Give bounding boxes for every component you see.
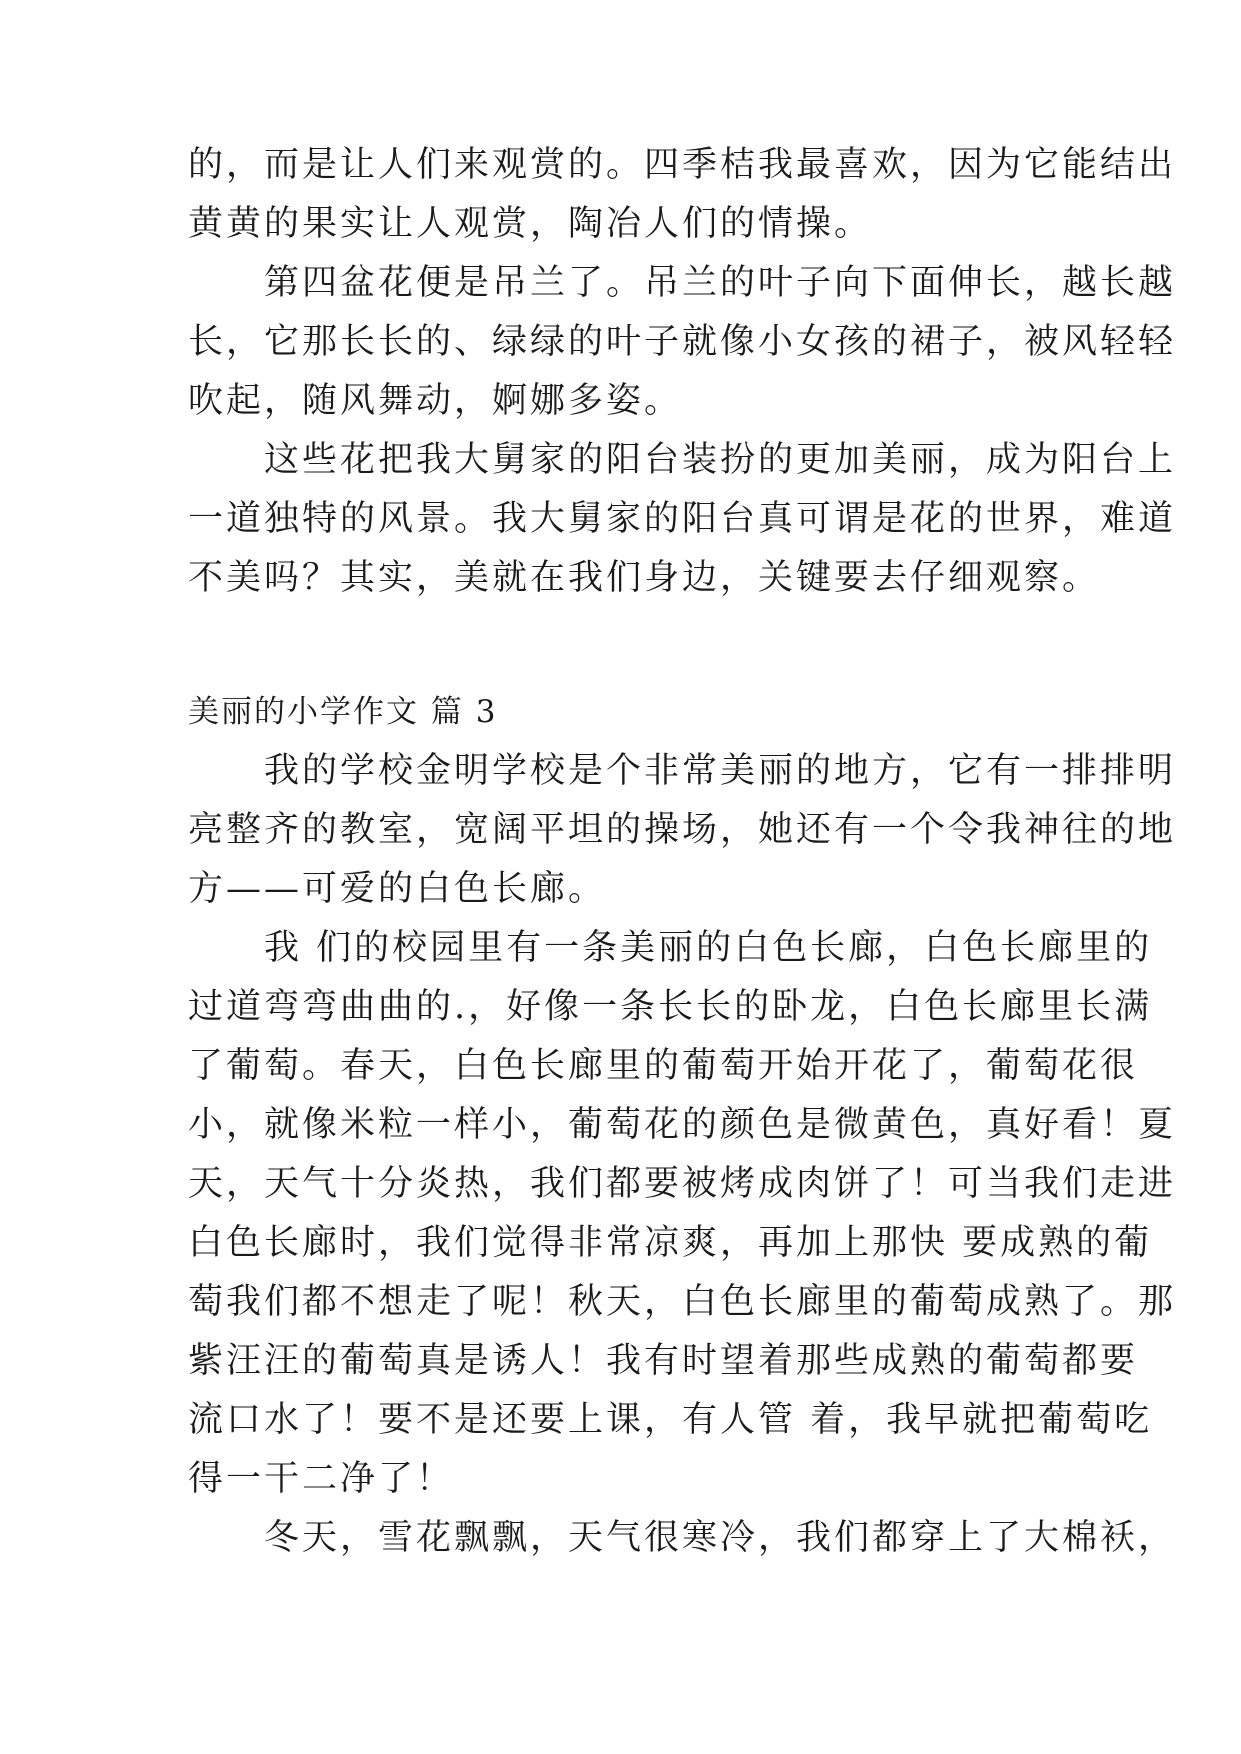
essay-continuation — [188, 136, 1177, 608]
text-line: 得一干二净了！ — [188, 1459, 455, 1499]
text-line: 第四盆花便是吊兰了。吊兰的叶子向下面伸长，越长越 — [188, 263, 1177, 303]
text-line: 天，天气十分炎热，我们都要被烤成肉饼了！可当我们走进 — [188, 1164, 1177, 1204]
text-line: 不美吗？其实，美就在我们身边，关键要去仔细观察。 — [188, 558, 1101, 598]
text-line: 紫汪汪的葡萄真是诱人！我有时望着那些成熟的葡萄都要 — [188, 1341, 1139, 1381]
text-line: 这些花把我大舅家的阳台装扮的更加美丽，成为阳台上 — [188, 440, 1177, 480]
essay-section-3 — [188, 742, 1177, 1568]
text-line: 方——可爱的白色长廊。 — [188, 869, 607, 909]
text-line: 一道独特的风景。我大舅家的阳台真可谓是花的世界，难道 — [188, 499, 1177, 539]
section-heading: 美丽的小学作文 篇 3 — [188, 694, 498, 730]
text-line: 过道弯弯曲曲的.，好像一条长长的卧龙，白色长廊里长满 — [188, 987, 1153, 1027]
text-line: 萄我们都不想走了呢！秋天，白色长廊里的葡萄成熟了。那 — [188, 1282, 1177, 1322]
text-line: 我的学校金明学校是个非常美丽的地方，它有一排排明 — [188, 751, 1177, 791]
text-line: 小，就像米粒一样小，葡萄花的颜色是微黄色，真好看！夏 — [188, 1105, 1177, 1145]
text-line: 我 们的校园里有一条美丽的白色长廊，白色长廊里的 — [188, 928, 1153, 968]
text-line: 了葡萄。春天，白色长廊里的葡萄开始开花了，葡萄花很 — [188, 1046, 1139, 1086]
text-line: 冬天，雪花飘飘，天气很寒冷，我们都穿上了大棉袄， — [188, 1518, 1177, 1558]
text-line: 长，它那长长的、绿绿的叶子就像小女孩的裙子，被风轻轻 — [188, 322, 1177, 362]
text-line: 吹起，随风舞动，婀娜多姿。 — [188, 381, 683, 421]
text-line: 的，而是让人们来观赏的。四季桔我最喜欢，因为它能结出 — [188, 145, 1177, 185]
text-line: 亮整齐的教室，宽阔平坦的操场，她还有一个令我神往的地 — [188, 810, 1177, 850]
text-line: 黄黄的果实让人观赏，陶冶人们的情操。 — [188, 204, 873, 244]
text-line: 白色长廊时，我们觉得非常凉爽，再加上那快 要成熟的葡 — [188, 1223, 1153, 1263]
text-line: 流口水了！要不是还要上课，有人管 着，我早就把葡萄吃 — [188, 1400, 1153, 1440]
